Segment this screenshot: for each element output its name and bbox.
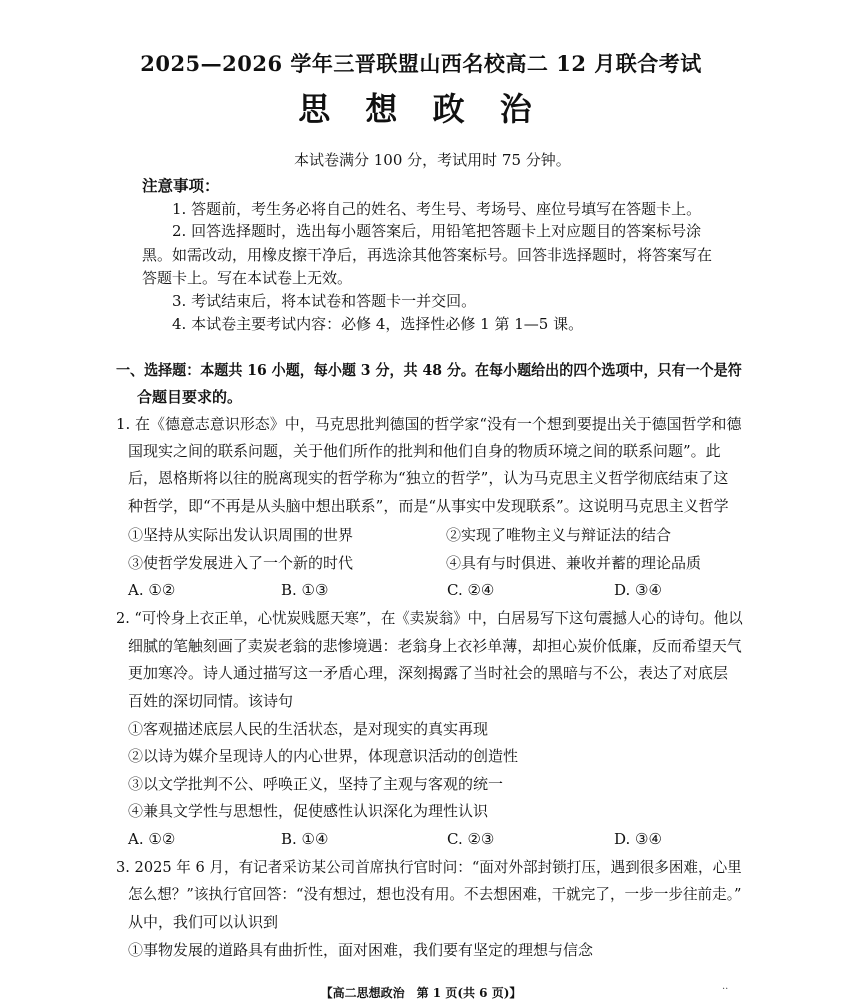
subject-title: 思 想 政 治: [298, 90, 544, 128]
question-3-stem: 怎么想？”该执行官回答：“没有想过，想也没有用。不去想困难，干就完了，一步一步往前走。”: [128, 885, 742, 903]
question-2-statement: ③以文学批判不公、呼唤正义，坚持了主观与客观的统一: [128, 775, 504, 793]
question-2-stem: 百姓的深切同情。该诗句: [128, 692, 294, 710]
question-2-stem: 2. “可怜身上衣正单，心忧炭贱愿天寒”，在《卖炭翁》中，白居易写下这句震撼人心的诗句。他以: [116, 609, 743, 627]
notice-heading: 注意事项：: [142, 176, 220, 195]
question-1-choice-a: A. ①②: [128, 581, 176, 599]
question-2-choice-c: C. ②③: [447, 830, 495, 848]
question-2-statement: ②以诗为媒介呈现诗人的内心世界，体现意识活动的创造性: [128, 747, 519, 765]
question-2-choice-d: D. ③④: [614, 830, 662, 848]
page-footer: 【高二思想政治 第 1 页(共 6 页)】: [320, 986, 522, 1000]
question-1-statement: ③使哲学发展进入了一个新的时代: [128, 554, 354, 572]
question-2-statement: ④兼具文学性与思想性，促使感性认识深化为理性认识: [128, 802, 489, 820]
notice-item: 黑。如需改动，用橡皮擦干净后，再选涂其他答案标号。回答非选择题时，将答案写在: [142, 246, 713, 264]
question-3-stem: 3. 2025 年 6 月，有记者采访某公司首席执行官时问：“面对外部封锁打压，遇到很多困难，心里: [116, 858, 742, 876]
question-1-stem: 种哲学，即“不再是从头脑中想出联系”，而是“从事实中发现联系”。这说明马克思主义哲学: [128, 497, 729, 515]
question-1-stem: 1. 在《德意志意识形态》中，马克思批判德国的哲学家“没有一个想到要提出关于德国哲学和德: [116, 415, 742, 433]
question-1-choice-b: B. ①③: [281, 581, 329, 599]
question-1-choice-c: C. ②④: [447, 581, 495, 599]
question-3-stem: 从中，我们可以认识到: [128, 913, 279, 931]
question-2-choice-b: B. ①④: [281, 830, 329, 848]
corner-mark: ··: [722, 984, 729, 995]
section-heading: 一、选择题：本题共 16 小题，每小题 3 分，共 48 分。在每小题给出的四个选项中，只有一个是符: [116, 361, 742, 379]
question-1-stem: 国现实之间的联系问题，关于他们所作的批判和他们自身的物质环境之间的联系问题”。此: [128, 442, 721, 460]
section-heading-cont: 合题目要求的。: [137, 388, 243, 406]
question-1-choice-d: D. ③④: [614, 581, 662, 599]
notice-item: 答题卡上。写在本试卷上无效。: [142, 269, 353, 287]
exam-info: 本试卷满分 100 分，考试用时 75 分钟。: [294, 151, 571, 169]
notice-item: 2. 回答选择题时，选出每小题答案后，用铅笔把答题卡上对应题目的答案标号涂: [172, 222, 702, 240]
question-1-stem: 后，恩格斯将以往的脱离现实的哲学称为“独立的哲学”，认为马克思主义哲学彻底结束了这: [128, 469, 729, 487]
question-1-statement: ①坚持从实际出发认识周围的世界: [128, 526, 354, 544]
exam-title: 2025—2026 学年三晋联盟山西名校高二 12 月联合考试: [140, 51, 702, 76]
question-2-stem: 细腻的笔触刻画了卖炭老翁的悲惨境遇：老翁身上衣衫单薄，却担心炭价低廉，反而希望天气: [128, 637, 742, 655]
question-1-statement: ②实现了唯物主义与辩证法的结合: [446, 526, 672, 544]
question-1-statement: ④具有与时俱进、兼收并蓄的理论品质: [446, 554, 702, 572]
notice-item: 4. 本试卷主要考试内容：必修 4，选择性必修 1 第 1—5 课。: [172, 315, 584, 333]
question-2-statement: ①客观描述底层人民的生活状态，是对现实的真实再现: [128, 720, 489, 738]
notice-item: 3. 考试结束后，将本试卷和答题卡一并交回。: [172, 292, 477, 310]
notice-item: 1. 答题前，考生务必将自己的姓名、考生号、考场号、座位号填写在答题卡上。: [172, 200, 702, 218]
question-3-statement: ①事物发展的道路具有曲折性，面对困难，我们要有坚定的理想与信念: [128, 941, 594, 959]
question-2-choice-a: A. ①②: [128, 830, 176, 848]
question-2-stem: 更加寒冷。诗人通过描写这一矛盾心理，深刻揭露了当时社会的黑暗与不公，表达了对底层: [128, 664, 729, 682]
